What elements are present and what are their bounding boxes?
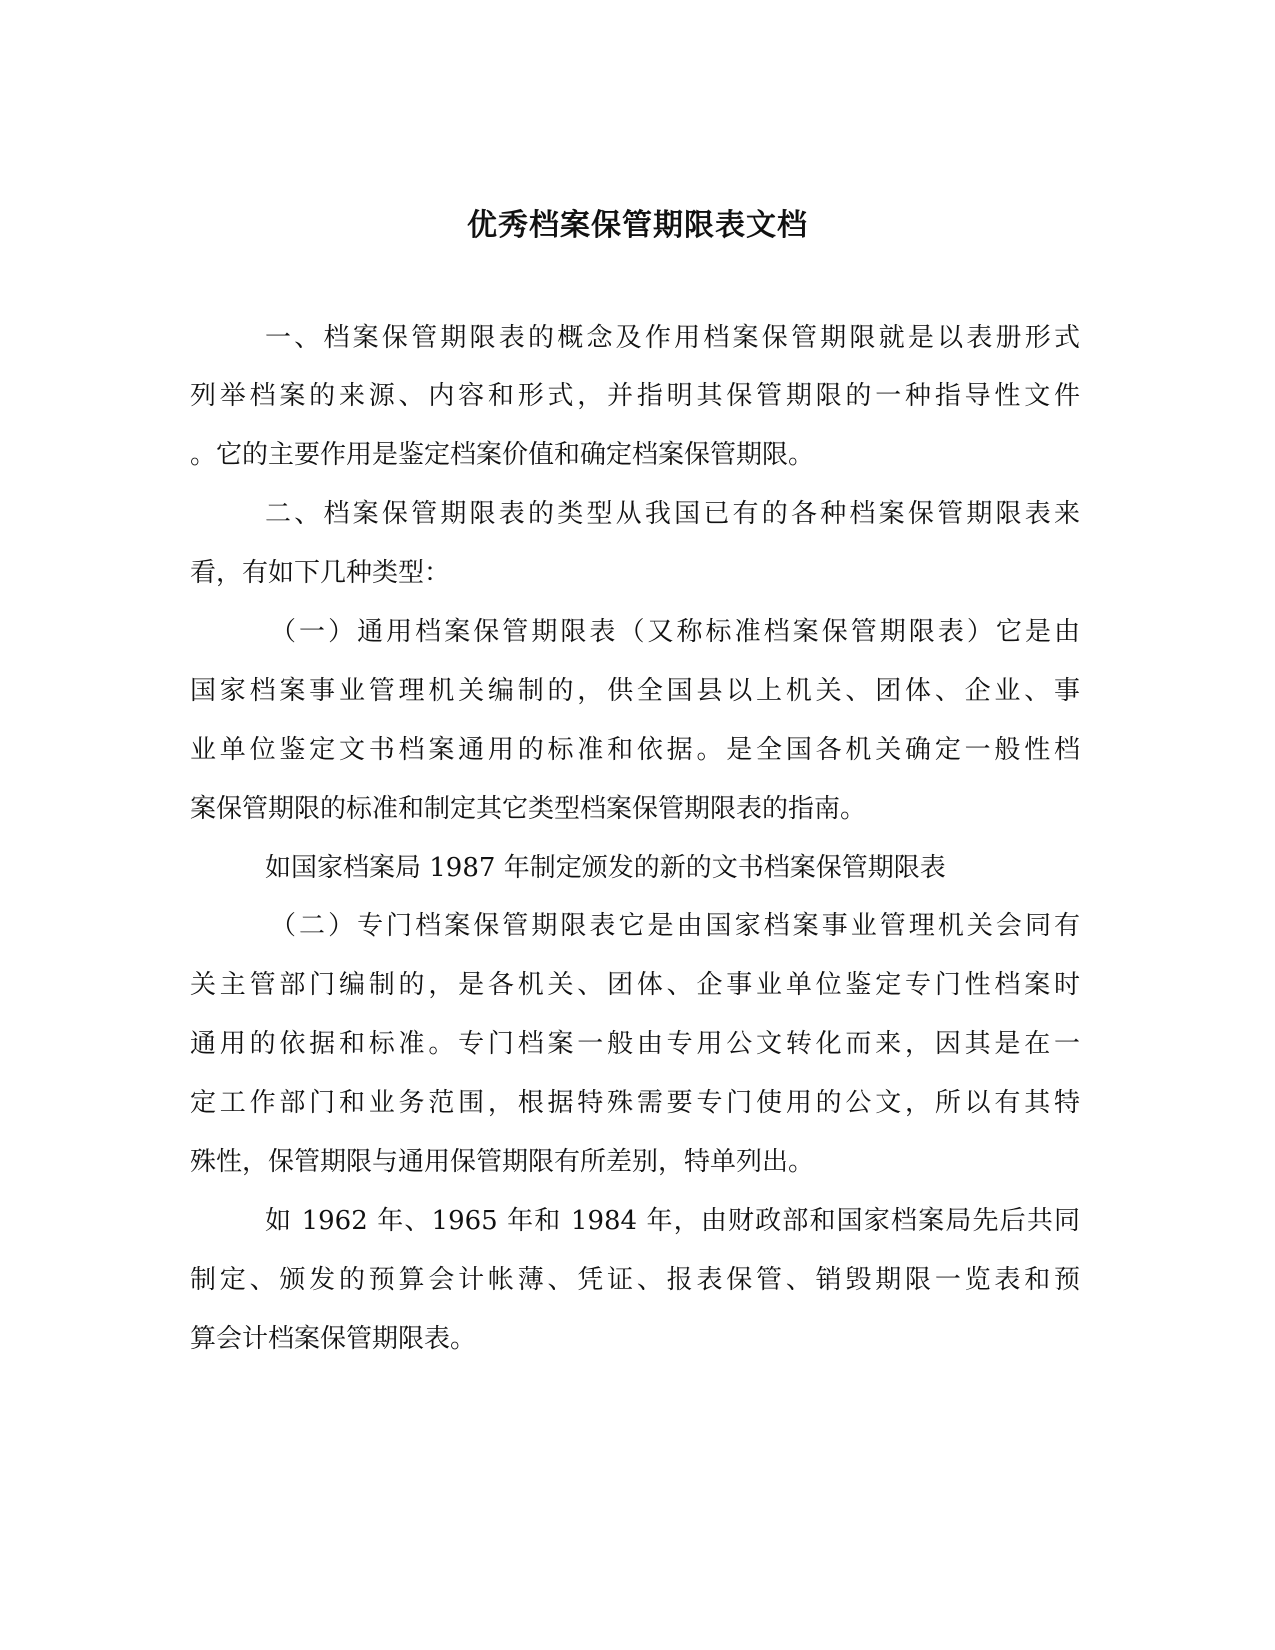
paragraph-6-line-2: 制定、颁发的预算会计帐薄、凭证、报表保管、销毁期限一览表和预 <box>190 1265 1080 1295</box>
paragraph-2-line-2: 看，有如下几种类型： <box>190 558 451 588</box>
paragraph-4-line-1: 如国家档案局 1987 年制定颁发的新的文书档案保管期限表 <box>265 853 946 883</box>
paragraph-6-line-1: 如 1962 年、1965 年和 1984 年，由财政部和国家档案局先后共同 <box>265 1206 1080 1236</box>
paragraph-1-line-3: 。它的主要作用是鉴定档案价值和确定档案保管期限。 <box>190 440 815 470</box>
paragraph-3-line-1: （一）通用档案保管期限表（又称标准档案保管期限表）它是由 <box>270 617 1080 647</box>
paragraph-1-line-2: 列举档案的来源、内容和形式，并指明其保管期限的一种指导性文件 <box>190 381 1080 411</box>
paragraph-5-line-4: 定工作部门和业务范围，根据特殊需要专门使用的公文，所以有其特 <box>190 1088 1080 1118</box>
paragraph-5-line-5: 殊性，保管期限与通用保管期限有所差别，特单列出。 <box>190 1147 815 1177</box>
document-title: 优秀档案保管期限表文档 <box>467 208 808 243</box>
paragraph-3-line-3: 业单位鉴定文书档案通用的标准和依据。是全国各机关确定一般性档 <box>190 735 1080 765</box>
paragraph-5-line-2: 关主管部门编制的，是各机关、团体、企事业单位鉴定专门性档案时 <box>190 970 1080 1000</box>
paragraph-5-line-3: 通用的依据和标准。专门档案一般由专用公文转化而来，因其是在一 <box>190 1029 1080 1059</box>
paragraph-3-line-4: 案保管期限的标准和制定其它类型档案保管期限表的指南。 <box>190 794 867 824</box>
paragraph-3-line-2: 国家档案事业管理机关编制的，供全国县以上机关、团体、企业、事 <box>190 676 1080 706</box>
paragraph-6-line-3: 算会计档案保管期限表。 <box>190 1324 477 1354</box>
paragraph-2-line-1: 二、档案保管期限表的类型从我国已有的各种档案保管期限表来 <box>265 499 1080 529</box>
paragraph-1-line-1: 一、档案保管期限表的概念及作用档案保管期限就是以表册形式 <box>265 323 1080 353</box>
paragraph-5-line-1: （二）专门档案保管期限表它是由国家档案事业管理机关会同有 <box>270 911 1080 941</box>
